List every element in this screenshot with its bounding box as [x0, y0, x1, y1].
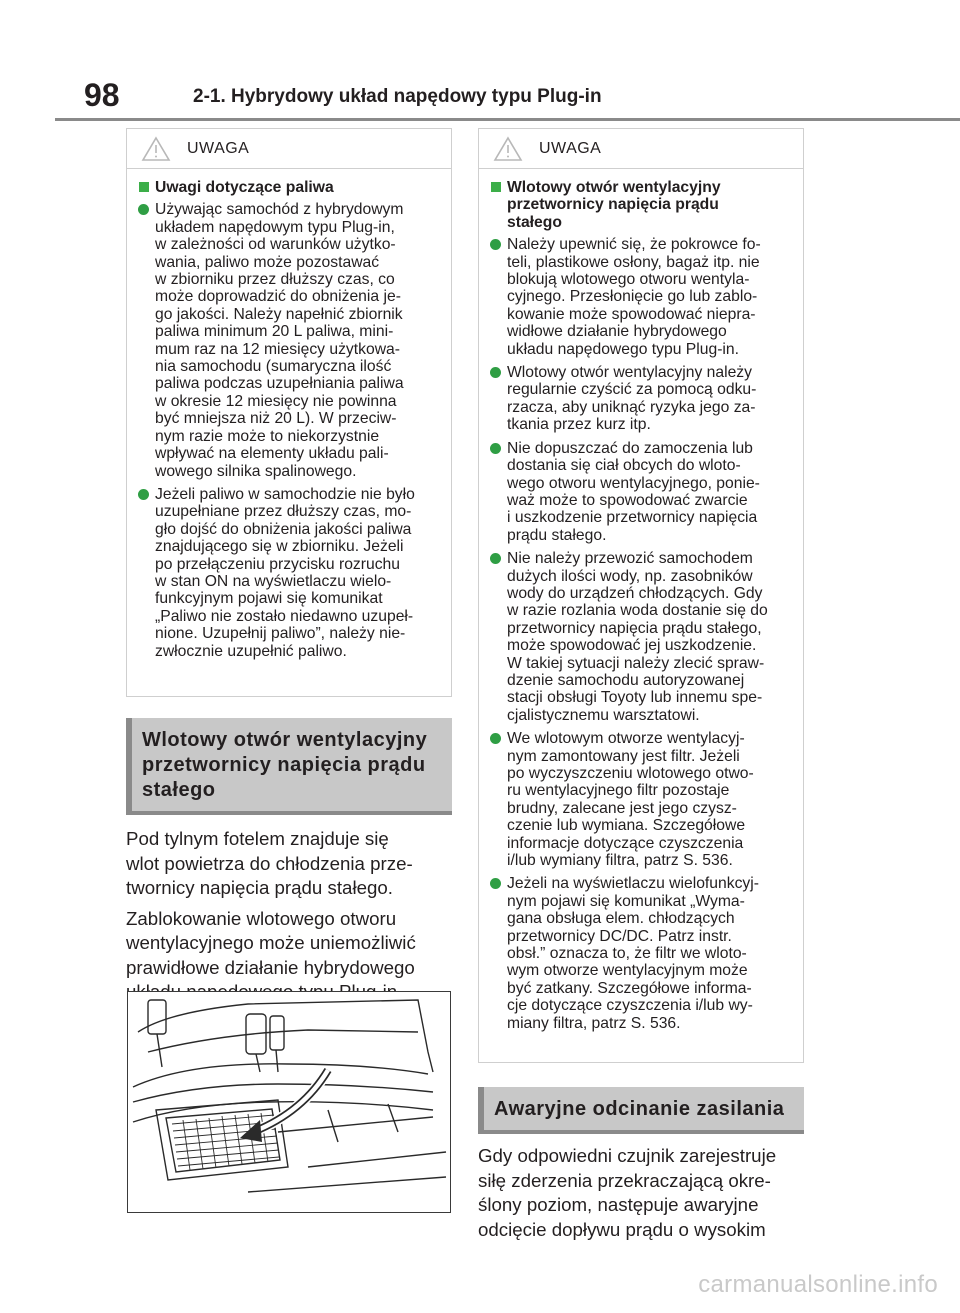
- warning-bullet: [489, 440, 794, 544]
- round-bullet-icon: [490, 367, 501, 378]
- section-heading-vent: Wlotowy otwór wentylacyjny przetwornicy napięcia prądu stałego: [126, 718, 452, 815]
- warning-bullet: [489, 875, 794, 1032]
- paragraph: Zablokowanie wlotowego otworu wentylacyjnego może uniemożliwić prawidłowe działanie hybrydowego: [126, 907, 416, 978]
- page-number: 98: [84, 77, 120, 113]
- square-bullet-icon: [491, 182, 501, 192]
- right-column: [478, 128, 804, 1242]
- warning-triangle-icon: [493, 136, 523, 162]
- warning-bullet-text: Należy upewnić się, że pokrowce fo- teli, plastikowe osłony, bagaż itp. nie blokują wlotowego otworu wentyla- cyjnego. Przesłonięcie go lub zablo- kowanie może spowodować niepra- widłowe działanie hybrydowego układu napędowego typu Plug-in.: [507, 236, 761, 358]
- round-bullet-icon: [490, 878, 501, 889]
- watermark: carmanualsonline.info: [698, 1271, 938, 1298]
- paragraph: Gdy odpowiedni czujnik zarejestruje siłę zderzenia przekraczającą okre- ślony poziom, następuje awaryjne odcięcie dopływu prądu o wysokim: [478, 1145, 777, 1240]
- warning-subtitle-text: Wlotowy otwór wentylacyjny przetwornicy napięcia prądu stałego: [507, 179, 721, 231]
- round-bullet-icon: [490, 443, 501, 454]
- warning-bullet: [489, 364, 794, 434]
- warning-bullet-text: Nie należy przewozić samochodem dużych ilości wody, np. zasobników wody do urządzeń chłodzących. Gdy w razie rozlania woda dostanie się do przetwornicy napięcia prądu stałego, może spowodować jej uszkodzenie. W takiej sytuacji należy zlecić spraw- dzenie samochodu autoryzowanej stacji obsługi Toyoty lub innemu spe- cjalistycznemu warsztatowi.: [507, 550, 768, 724]
- warning-subtitle: [137, 179, 442, 196]
- warning-bullet: [489, 550, 794, 724]
- warning-title: UWAGA: [187, 139, 250, 157]
- rear-seat-vent-drawing: [128, 992, 451, 1213]
- warning-box-vent: [478, 128, 804, 1063]
- warning-bullet-text: We wlotowym otworze wentylacyj- nym zamontowany jest filtr. Jeżeli po wyczyszczeniu wlotowego otwo- ru wentylacyjnego filtr pozostaje brudny, zalecane jest jego czysz- czenie lub wymiana. Szczegółowe informacje dotyczące czyszczenia i/lub wymiany filtra, patrz S. 536.: [507, 730, 754, 870]
- round-bullet-icon: [490, 553, 501, 564]
- warning-body: [127, 169, 451, 660]
- section-body: [478, 1144, 804, 1242]
- warning-bullet-text: Jeżeli na wyświetlaczu wielofunkcyj- nym pojawi się komunikat „Wyma- gana obsługa elem. chłodzących przetwornicy DC/DC. Patrz instr. obsł.” oznacza to, że filtr we wloto- wym otworze wentylacyjnym może być zatkany. Szczegółowe informa- cje dotyczące czyszczenia i/lub wy- miany filtra, patrz S. 536.: [507, 875, 759, 1032]
- warning-bullet-text: Jeżeli paliwo w samochodzie nie było uzupełniane przez dłuższy czas, mo- gło dojść do obniżenia jakości paliwa znajdującego się w zbiorniku. Jeżeli po przełączeniu przycisku rozruchu w stan ON na wyświetlaczu wielo- funkcyjnym pojawi się komunikat „Paliwo nie zostało niedawno uzupeł- nione. Uzupełnij paliwo”, należy nie- zwłocznie uzupełnić paliwo.: [155, 485, 415, 660]
- warning-bullet-text: Wlotowy otwór wentylacyjny należy regularnie czyścić za pomocą odku- rzacza, aby uniknąć ryzyka jego za- tkania przez kurz itp.: [507, 364, 757, 434]
- warning-bullet: [137, 486, 442, 660]
- round-bullet-icon: [490, 239, 501, 250]
- chapter-title: 2-1. Hybrydowy układ napędowy typu Plug-in: [193, 86, 602, 107]
- warning-title: UWAGA: [539, 139, 602, 157]
- header-rule: [55, 118, 960, 121]
- warning-triangle-icon: [141, 136, 171, 162]
- warning-bullet: [137, 201, 442, 480]
- round-bullet-icon: [490, 733, 501, 744]
- round-bullet-icon: [138, 204, 149, 215]
- square-bullet-icon: [139, 182, 149, 192]
- warning-box-fuel: [126, 128, 452, 697]
- warning-subtitle: [489, 179, 794, 231]
- round-bullet-icon: [138, 489, 149, 500]
- warning-header: [127, 129, 451, 169]
- warning-bullet: [489, 730, 794, 869]
- section-heading-emergency: Awaryjne odcinanie zasilania: [478, 1087, 804, 1134]
- warning-subtitle-text: Uwagi dotyczące paliwa: [155, 179, 334, 196]
- section-body: [126, 827, 452, 1005]
- paragraph: Pod tylnym fotelem znajduje się wlot powietrza do chłodzenia prze- twornicy napięcia prądu stałego.: [126, 828, 413, 898]
- warning-header: [479, 129, 803, 169]
- seat-vent-illustration: [127, 991, 451, 1213]
- warning-body: [479, 169, 803, 1032]
- warning-bullet: [489, 236, 794, 358]
- warning-bullet-text: Używając samochód z hybrydowym układem napędowym typu Plug-in, w zależności od warunków użytko- wania, paliwo może pozostawać w zbiorniku przez dłuższy czas, co może doprowadzić do obniżenia je- go jakości. Należy napełnić zbiornik paliwa minimum 20 L paliwa, mini- mum raz na 12 miesięcy użytkowa- nia samochodu (sumaryczna ilość paliwa podczas uzupełniania paliwa w okresie 12 miesięcy nie powinna być mniejsza niż 20 L). W przeciw- nym razie może to niekorzystnie wpływać na elementy układu pali- wowego silnika spalinowego.: [155, 201, 404, 480]
- warning-bullet-text: Nie dopuszczać do zamoczenia lub dostania się ciał obcych do wloto- wego otworu wentylacyjnego, ponie- waż może to spowodować zwarcie i uszkodzenie przetwornicy napięcia prądu stałego.: [507, 439, 760, 544]
- left-column: [126, 128, 452, 1005]
